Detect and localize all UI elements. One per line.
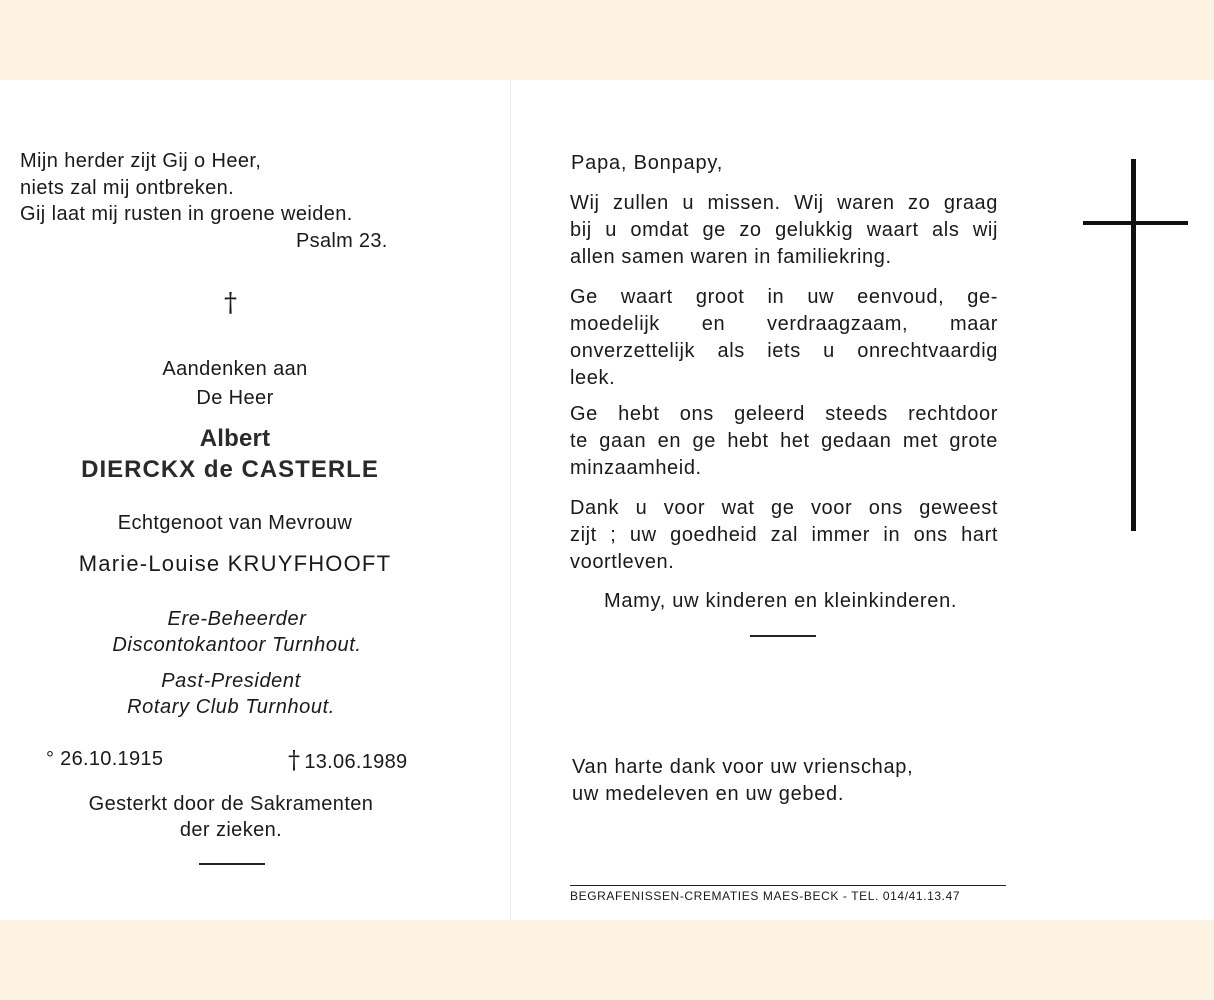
cross-icon: † bbox=[224, 288, 237, 318]
role-organization: Rotary Club Turnhout. bbox=[127, 696, 335, 718]
role-title: Past-President bbox=[161, 670, 301, 692]
spouse-name: Marie-Louise KRUYFHOOFT bbox=[78, 551, 392, 576]
message-line: Ge waart groot in uw eenvoud, ge- bbox=[570, 286, 998, 308]
thanks-line: Van harte dank voor uw vrienschap, bbox=[572, 756, 914, 778]
honorific: De Heer bbox=[196, 387, 274, 409]
divider bbox=[750, 635, 816, 637]
death-date-row bbox=[288, 746, 407, 774]
message-paragraph bbox=[570, 190, 998, 271]
message-line: bij u omdat ge zo gelukkig waart als wij bbox=[570, 219, 998, 241]
role-title: Ere-Beheerder bbox=[167, 608, 307, 630]
psalm-line: Gij laat mij rusten in groene weiden. bbox=[20, 203, 353, 225]
psalm-line: Mijn herder zijt Gij o Heer, bbox=[20, 150, 262, 172]
salutation: Papa, Bonpapy, bbox=[571, 152, 724, 174]
divider bbox=[199, 863, 265, 865]
spouse-label: Echtgenoot van Mevrouw bbox=[117, 512, 353, 534]
message-line: onverzettelijk als iets u onrechtvaardig bbox=[570, 340, 998, 362]
message-line: Dank u voor wat ge voor ons geweest bbox=[570, 497, 998, 519]
memorial-heading: Aandenken aan bbox=[162, 358, 308, 380]
deceased-surname: DIERCKX de CASTERLE bbox=[81, 456, 379, 483]
large-cross-icon-bar bbox=[1083, 221, 1188, 225]
sacraments-line: Gesterkt door de Sakramenten bbox=[88, 793, 374, 815]
thanks-note bbox=[572, 754, 913, 808]
message-paragraph bbox=[570, 495, 998, 576]
undertaker-imprint: BEGRAFENISSEN-CREMATIES MAES-BECK - TEL. 014/41.13.47 bbox=[570, 885, 1006, 903]
birth-date: ° 26.10.1915 bbox=[46, 748, 164, 770]
message-line: Ge hebt ons geleerd steeds rechtdoor bbox=[570, 403, 998, 425]
death-cross-icon: † bbox=[288, 746, 301, 774]
sacraments-line: der zieken. bbox=[179, 819, 283, 841]
memorial-card bbox=[0, 80, 1214, 920]
psalm-reference: Psalm 23. bbox=[296, 230, 388, 252]
message-line: voortleven. bbox=[570, 551, 675, 573]
thanks-line: uw medeleven en uw gebed. bbox=[572, 783, 845, 805]
death-date: 13.06.1989 bbox=[304, 751, 408, 773]
message-line: minzaamheid. bbox=[570, 457, 702, 479]
role-organization: Discontokantoor Turnhout. bbox=[112, 634, 362, 656]
message-line: leek. bbox=[570, 367, 616, 389]
card-fold-line bbox=[510, 80, 511, 920]
message-line: moedelijk en verdraagzaam, maar bbox=[570, 313, 998, 335]
psalm-line: niets zal mij ontbreken. bbox=[20, 176, 235, 199]
deceased-first-name: Albert bbox=[199, 425, 271, 452]
psalm-quote bbox=[20, 148, 353, 228]
message-paragraph bbox=[570, 284, 998, 392]
message-paragraph bbox=[570, 401, 998, 482]
large-cross-icon bbox=[1131, 159, 1136, 531]
message-line: zijt ; uw goedheid zal immer in ons hart bbox=[570, 524, 998, 546]
message-line: allen samen waren in familiekring. bbox=[570, 246, 892, 268]
message-signoff: Mamy, uw kinderen en kleinkinderen. bbox=[604, 590, 958, 612]
message-line: Wij zullen u missen. Wij waren zo graag bbox=[570, 192, 998, 214]
message-line: te gaan en ge hebt het gedaan met grote bbox=[570, 430, 998, 452]
